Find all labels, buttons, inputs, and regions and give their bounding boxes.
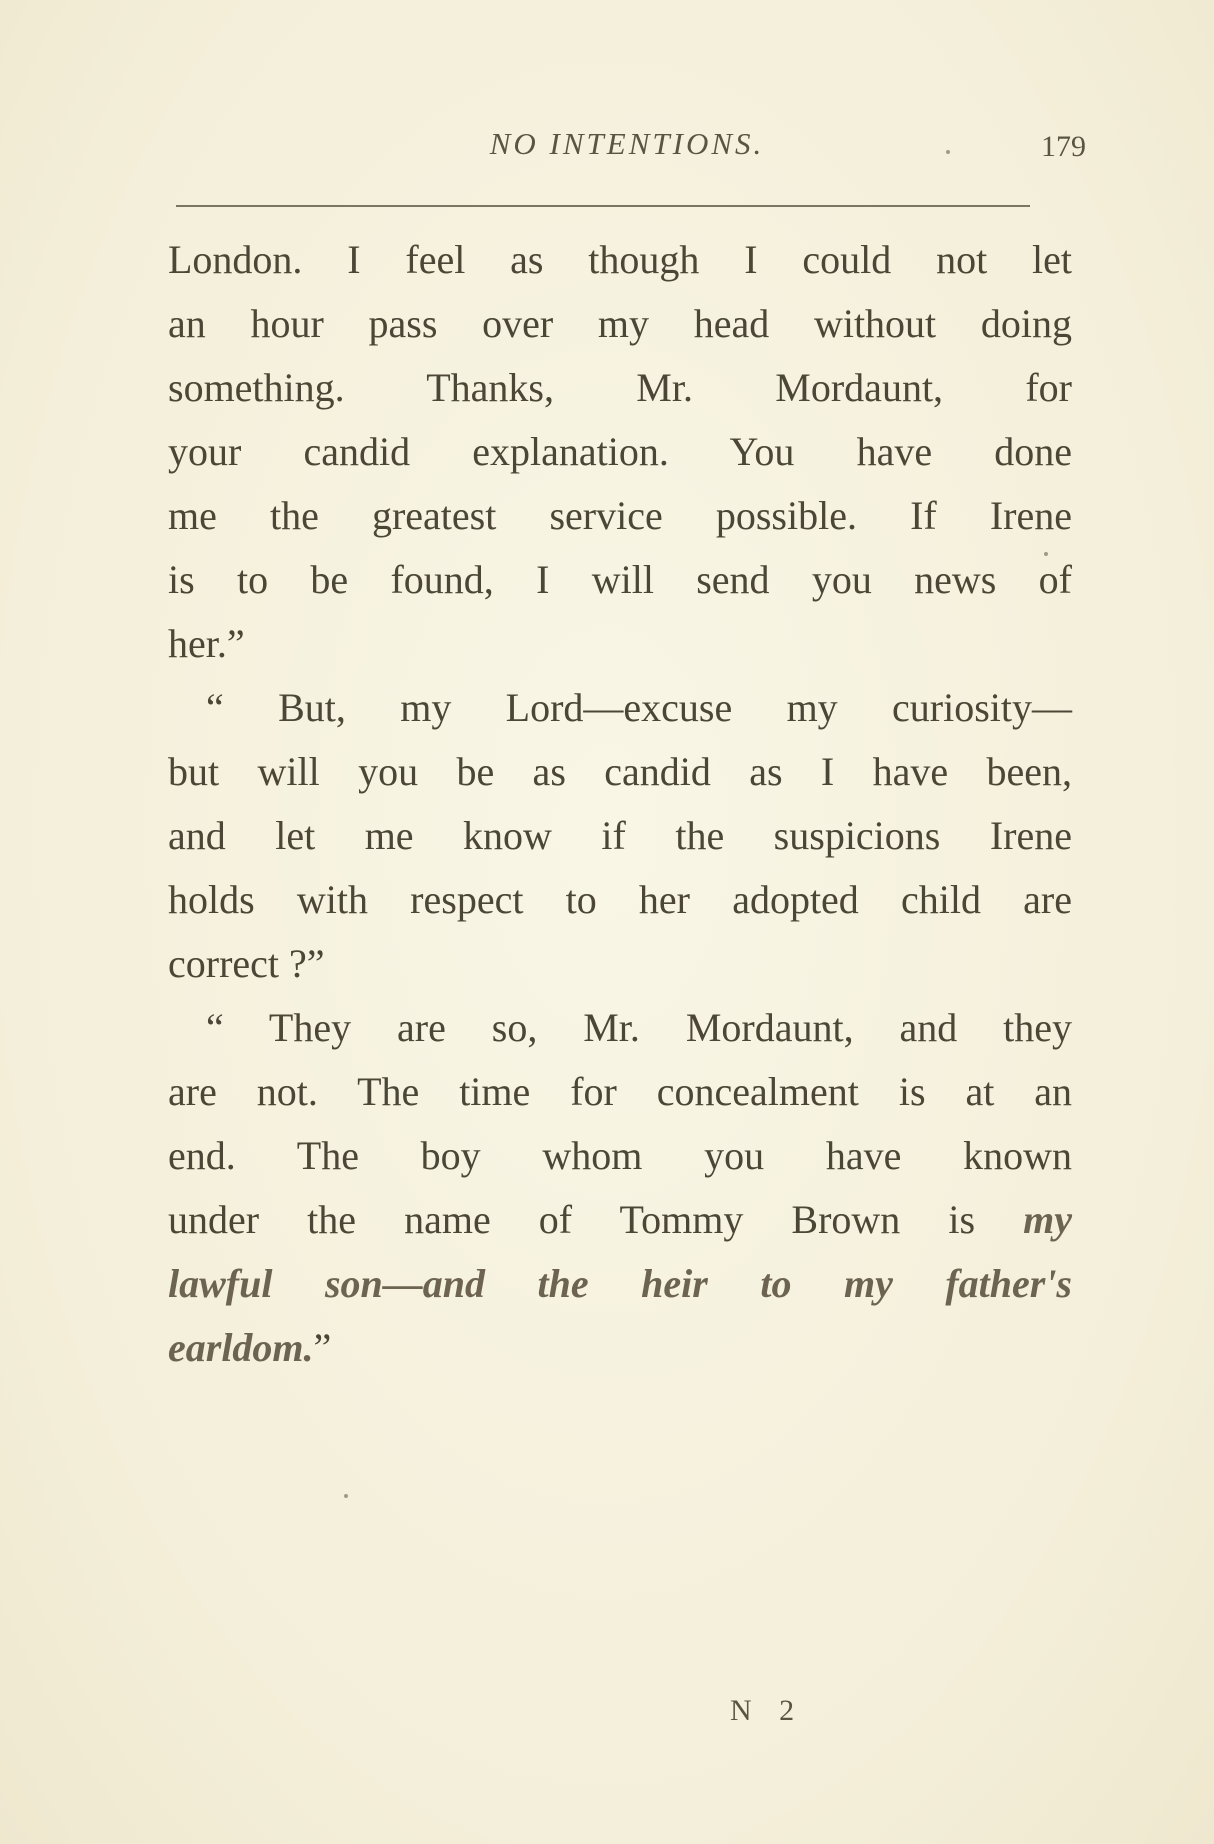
text-line: are not. The time for concealment is at an: [168, 1069, 1072, 1114]
text-line: end. The boy whom you have known: [168, 1133, 1072, 1178]
text-line: but will you be as candid as I have been,: [168, 749, 1072, 794]
text-line: [168, 1252, 1072, 1316]
text-line: her.”: [168, 621, 245, 666]
print-speck: [344, 1494, 348, 1498]
running-title: NO INTENTIONS.: [489, 126, 765, 161]
text-line: is to be found, I will send you news of: [168, 557, 1072, 602]
print-speck: [1044, 552, 1048, 556]
italic-text: my: [1023, 1197, 1072, 1242]
text-line: [168, 1188, 1072, 1252]
text-line: and let me know if the suspicions Irene: [168, 813, 1072, 858]
text-line: “ They are so, Mr. Mordaunt, and they: [206, 1005, 1072, 1050]
italic-text: lawful son—and the heir to my father's: [168, 1261, 1072, 1306]
text-line: holds with respect to her adopted child are: [168, 877, 1072, 922]
text-line: correct ?”: [168, 941, 325, 986]
text-line: something. Thanks, Mr. Mordaunt, for: [168, 365, 1072, 410]
print-speck: [946, 150, 950, 154]
body-text: [168, 228, 1072, 1380]
italic-text: earldom.: [168, 1325, 314, 1370]
signature-mark: N 2: [730, 1694, 805, 1727]
text-line: an hour pass over my head without doing: [168, 301, 1072, 346]
header-rule: [176, 205, 1030, 207]
text-line: [168, 1316, 1072, 1380]
closing-quote: ”: [313, 1325, 332, 1370]
text-segment: under the name of Tommy Brown is: [168, 1197, 1024, 1242]
text-line: “ But, my Lord—excuse my curiosity—: [206, 685, 1072, 730]
page-number: 179: [1041, 130, 1086, 163]
text-line: London. I feel as though I could not let: [168, 237, 1072, 282]
text-line: me the greatest service possible. If Irene: [168, 493, 1072, 538]
running-head: [168, 126, 1086, 170]
text-line: your candid explanation. You have done: [168, 429, 1072, 474]
